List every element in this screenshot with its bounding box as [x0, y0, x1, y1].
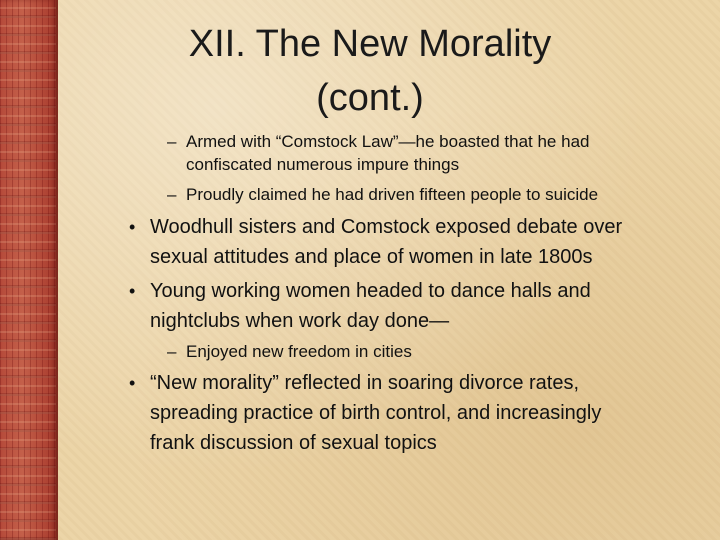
bullet-item	[129, 212, 623, 272]
bullet-marker: •	[129, 281, 136, 301]
bullet-item	[129, 368, 602, 458]
sub-bullet-item	[167, 340, 412, 363]
dash-marker: –	[167, 132, 177, 151]
slide-title-line-2: (cont.)	[316, 77, 424, 119]
bullet-marker: •	[129, 373, 136, 393]
bullet-marker: •	[129, 217, 136, 237]
bullet-line: sexual attitudes and place of women in late 1800s	[150, 246, 593, 268]
slide-title-line-1: XII. The New Morality	[188, 23, 552, 65]
bullet-line: frank discussion of sexual topics	[150, 432, 437, 454]
bullet-line: nightclubs when work day done—	[150, 310, 450, 332]
sub-bullet-item	[167, 130, 590, 176]
bullet-line: Woodhull sisters and Comstock exposed debate over	[150, 216, 623, 238]
dash-marker: –	[167, 342, 177, 361]
bullet-line: spreading practice of birth control, and increasingly	[150, 402, 602, 424]
dash-marker: –	[167, 185, 177, 204]
bullet-item	[129, 276, 591, 336]
sub-bullet-item	[167, 183, 599, 206]
bullet-line: Young working women headed to dance halls and	[150, 280, 591, 302]
sub-bullet-line: confiscated numerous impure things	[186, 155, 460, 174]
sub-bullet-line: Enjoyed new freedom in cities	[186, 342, 412, 361]
sub-bullet-line: Proudly claimed he had driven fifteen people to suicide	[186, 185, 599, 204]
bullet-line: “New morality” reflected in soaring divorce rates,	[150, 372, 580, 394]
sub-bullet-line: Armed with “Comstock Law”—he boasted that he had	[186, 132, 590, 151]
